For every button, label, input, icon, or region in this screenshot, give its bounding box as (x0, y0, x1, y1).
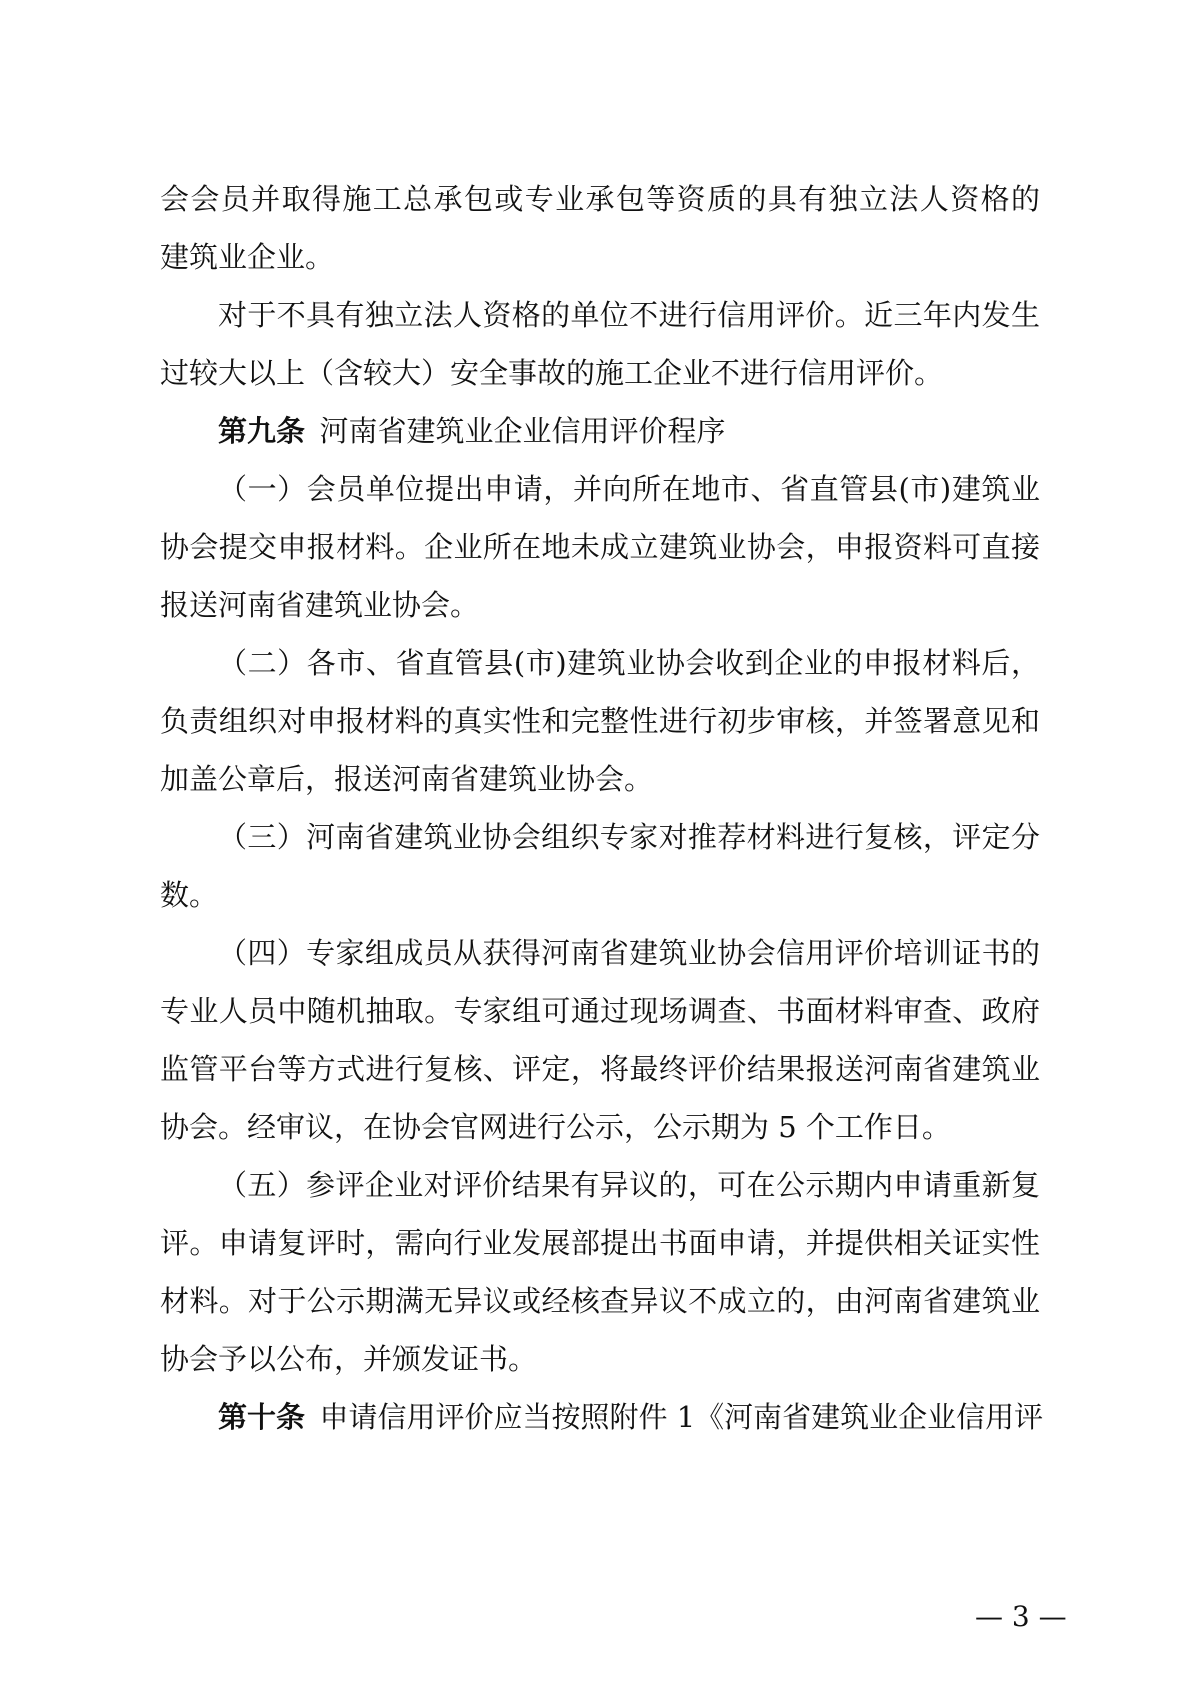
page-number: — 3 — (975, 1600, 1067, 1633)
article-10-label: 第十条 (218, 1400, 306, 1434)
text-line: 建筑业企业。 (160, 240, 335, 274)
text-line: 会会员并取得施工总承包或专业承包等资质的具有独立法人资格的 (160, 182, 1040, 216)
text-line: 加盖公章后，报送河南省建筑业协会。 (160, 762, 654, 796)
text-line: 负责组织对申报材料的真实性和完整性进行初步审核，并签署意见和 (160, 704, 1040, 738)
article-10-heading (160, 1388, 1044, 1446)
text-line: （二）各市、省直管县(市)建筑业协会收到企业的申报材料后， (218, 646, 1040, 680)
text-line: （一）会员单位提出申请，并向所在地市、省直管县(市)建筑业 (218, 472, 1040, 506)
text-line: 过较大以上（含较大）安全事故的施工企业不进行信用评价。 (160, 356, 944, 390)
text-line: 评。申请复评时，需向行业发展部提出书面申请，并提供相关证实性 (160, 1226, 1040, 1260)
document-body (160, 170, 1044, 1446)
article-9-title: 河南省建筑业企业信用评价程序 (319, 414, 726, 448)
text-line: 协会。经审议，在协会官网进行公示，公示期为 5 个工作日。 (160, 1110, 951, 1144)
article-9-label: 第九条 (218, 414, 306, 448)
text-line: 专业人员中随机抽取。专家组可通过现场调查、书面材料审查、政府 (160, 994, 1040, 1028)
text-line: 对于不具有独立法人资格的单位不进行信用评价。近三年内发生 (218, 298, 1040, 332)
text-line: 监管平台等方式进行复核、评定，将最终评价结果报送河南省建筑业 (160, 1052, 1040, 1086)
article-10-text: 申请信用评价应当按照附件 1《河南省建筑业企业信用评 (319, 1400, 1044, 1434)
article-9-heading (160, 402, 1040, 460)
text-line: 协会提交申报材料。企业所在地未成立建筑业协会，申报资料可直接 (160, 530, 1040, 564)
text-line: （五）参评企业对评价结果有异议的，可在公示期内申请重新复 (218, 1168, 1040, 1202)
text-line: 材料。对于公示期满无异议或经核查异议不成立的，由河南省建筑业 (160, 1284, 1040, 1318)
text-line: （四）专家组成员从获得河南省建筑业协会信用评价培训证书的 (218, 936, 1040, 970)
text-line: 数。 (160, 878, 219, 912)
text-line: 协会予以公布，并颁发证书。 (160, 1342, 538, 1376)
text-line: （三）河南省建筑业协会组织专家对推荐材料进行复核，评定分 (218, 820, 1040, 854)
text-line: 报送河南省建筑业协会。 (160, 588, 480, 622)
